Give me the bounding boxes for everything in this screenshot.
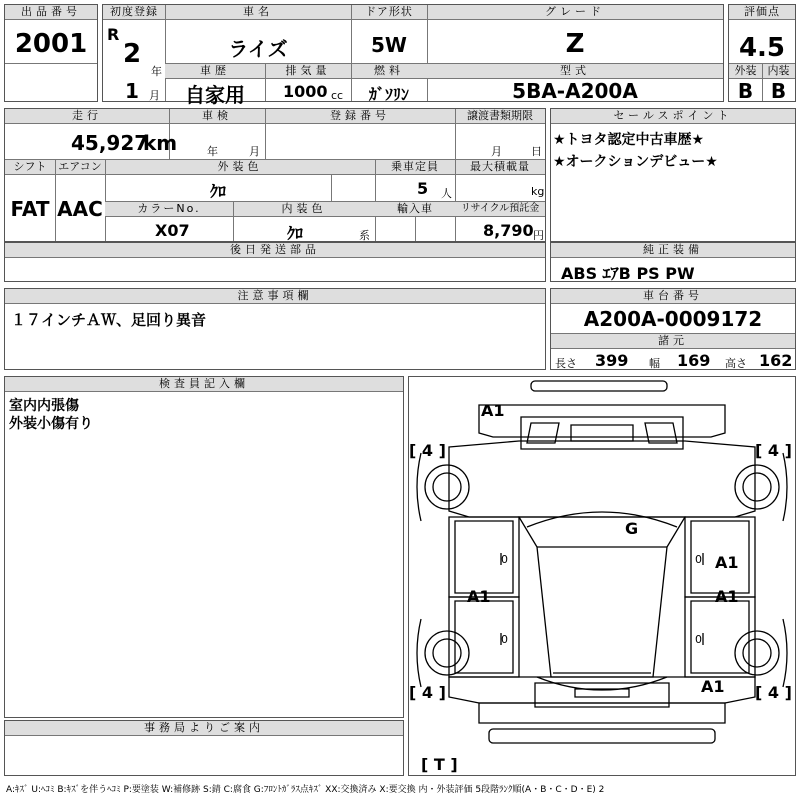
sales-point-2: ★オークションデビュー★	[553, 154, 718, 170]
length: 399	[595, 351, 629, 370]
inspection-year-unit: 年	[207, 145, 218, 158]
reg-year: 2	[123, 39, 142, 69]
transfer-day-unit: 日	[531, 145, 542, 158]
door-type: 5W	[371, 33, 407, 57]
max-load-label: 最大積載量	[455, 160, 545, 175]
model-label: 型式	[427, 64, 723, 79]
diagram-tire-fl: [ 4 ]	[409, 441, 446, 460]
car-diagram	[409, 377, 795, 775]
notes: １７インチＡＷ、足回り異音	[11, 311, 207, 329]
diagram-mark-l1: 0	[501, 553, 508, 566]
ac-label: エアコン	[55, 160, 105, 175]
inspection-label: 車検	[169, 109, 265, 124]
listing-no-label: 出品番号	[5, 5, 97, 20]
fuel: ｶﾞｿﾘﾝ	[368, 85, 409, 104]
sales-points-box	[550, 108, 796, 242]
genuine-equipment: ABS ｴｱB PS PW	[561, 264, 695, 283]
max-load-unit: kg	[531, 185, 545, 198]
fuel-label: 燃料	[351, 64, 427, 79]
score-box	[728, 4, 796, 102]
int-color: ｸﾛ	[286, 224, 303, 243]
listing-no: 2001	[14, 29, 88, 59]
recycle-label: リサイクル預託金	[455, 202, 545, 217]
model: 5BA-A200A	[512, 79, 638, 103]
displacement-unit: cc	[331, 89, 344, 102]
year-unit: 年	[151, 65, 162, 78]
diagram-rear-a1: A1	[701, 677, 725, 696]
later-parts-box	[4, 242, 546, 282]
chassis-number: A200A-0009172	[583, 307, 763, 331]
color-no-label: カラーNo.	[105, 202, 233, 217]
shift-label: シフト	[5, 160, 55, 175]
mileage-label: 走行	[5, 109, 169, 124]
mileage-unit: km	[143, 131, 178, 155]
recycle: 8,790	[483, 221, 534, 240]
int-color-label: 内装色	[233, 202, 375, 217]
sales-point-1: ★トヨタ認定中古車歴★	[553, 132, 705, 148]
diagram-spare: [ T ]	[421, 755, 458, 774]
inspector-line-2: 外装小傷有り	[9, 416, 93, 432]
reg-month: 1	[125, 79, 139, 103]
reg-no-label: 登録番号	[265, 109, 455, 124]
capacity: 5	[417, 179, 429, 198]
grade: Z	[565, 29, 585, 59]
history-label: 車歴	[165, 64, 265, 79]
first-reg-label: 初度登録	[103, 5, 165, 20]
score-label: 評価点	[729, 5, 795, 20]
transfer-label: 譲渡書類期限	[455, 109, 545, 124]
later-parts-label: 後日発送部品	[5, 243, 545, 258]
spec-box	[4, 108, 546, 242]
recycle-unit: 円	[533, 229, 544, 242]
legend: A:ｷｽﾞ U:ﾍｺﾐ B:ｷｽﾞを伴うﾍｺﾐ P:要塗装 W:補修跡 S:錆 C:腐食 G:ﾌﾛﾝﾄｶﾞﾗｽ点ｷｽﾞ XX:交換済み X:要交換 内・外装評価 5段階ﾗﾝｸ順(A・B・C・D・E) 2	[6, 785, 605, 795]
shift: FAT	[10, 197, 50, 221]
office-box	[4, 720, 404, 776]
mileage: 45,927	[71, 131, 149, 155]
era-mark: R	[107, 25, 120, 44]
notes-label: 注意事項欄	[5, 289, 545, 304]
diagram-mark-r2: 0	[695, 633, 702, 646]
chassis-box	[550, 288, 796, 370]
int-color-unit: 系	[359, 229, 370, 242]
diagram-rside-a1-1: A1	[715, 553, 739, 572]
capacity-label: 乗車定員	[375, 160, 455, 175]
length-label: 長さ	[555, 357, 577, 370]
interior-label: 内装	[762, 64, 795, 79]
dims-label: 諸元	[551, 334, 795, 349]
diagram-front-a1: A1	[481, 401, 505, 420]
genuine-label: 純正装備	[551, 243, 795, 258]
listing-no-box	[4, 4, 98, 102]
ext-color: ｸﾛ	[209, 182, 226, 201]
diagram-tire-fr: [ 4 ]	[755, 441, 792, 460]
inspector-line-1: 室内内張傷	[9, 398, 79, 414]
grade-label: グレード	[427, 5, 723, 20]
month-unit: 月	[149, 89, 160, 102]
diagram-lside-a1: A1	[467, 587, 491, 606]
sales-points-label: セールスポイント	[551, 109, 795, 124]
ext-color-label: 外装色	[105, 160, 375, 175]
score: 4.5	[738, 33, 786, 63]
vehicle-info-box	[102, 4, 724, 107]
ac: AAC	[57, 197, 103, 221]
inspector-box	[4, 376, 404, 718]
width-label: 幅	[649, 357, 660, 370]
car-name: ライズ	[228, 37, 288, 61]
inspector-label: 検査員記入欄	[5, 377, 403, 392]
history: 自家用	[185, 83, 245, 107]
diagram-rside-a1-2: A1	[715, 587, 739, 606]
import-label: 輸入車	[375, 202, 455, 217]
interior-grade: B	[770, 79, 787, 103]
displacement: 1000	[283, 82, 328, 101]
transfer-month-unit: 月	[491, 145, 502, 158]
capacity-unit: 人	[441, 187, 452, 200]
width: 169	[677, 351, 711, 370]
car-name-label: 車名	[165, 5, 351, 20]
diagram-mark-r1: 0	[695, 553, 702, 566]
exterior-label: 外装	[729, 64, 762, 79]
height: 162	[759, 351, 793, 370]
inspection-month-unit: 月	[249, 145, 260, 158]
diagram-mark-l2: 0	[501, 633, 508, 646]
exterior-grade: B	[737, 79, 754, 103]
displacement-label: 排気量	[265, 64, 351, 79]
chassis-label: 車台番号	[551, 289, 795, 304]
genuine-box	[550, 242, 796, 282]
door-label: ドア形状	[351, 5, 427, 20]
diagram-g-mark: G	[625, 519, 639, 538]
office-label: 事務局よりご案内	[5, 721, 403, 736]
diagram-tire-rl: [ 4 ]	[409, 683, 446, 702]
notes-box	[4, 288, 546, 370]
car-diagram-box	[408, 376, 796, 776]
color-no: X07	[155, 221, 190, 240]
height-label: 高さ	[725, 357, 747, 370]
diagram-tire-rr: [ 4 ]	[755, 683, 792, 702]
